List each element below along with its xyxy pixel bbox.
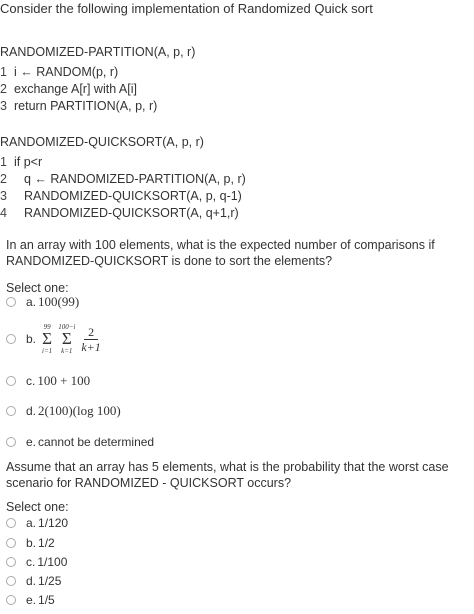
option-letter: d. (26, 404, 37, 418)
code-text: q ← RANDOMIZED-PARTITION(A, p, r) (24, 172, 246, 186)
option-text: 1/25 (38, 574, 62, 588)
q2-option-b[interactable] (6, 536, 55, 550)
sum-upper: 100−i (58, 323, 76, 331)
select-label: Select one: (6, 281, 69, 295)
radio-button[interactable] (6, 557, 16, 567)
option-letter: c. (26, 555, 36, 569)
option-text: 1/5 (38, 593, 55, 607)
quicksort-header: RANDOMIZED-QUICKSORT(A, p, r) (0, 135, 204, 149)
option-letter: b. (26, 536, 37, 550)
question-2-text: Assume that an array has 5 elements, what is the probability that the worst case scenario for RANDOMIZED - QUICKSORT occurs? (6, 460, 449, 490)
radio-button[interactable] (6, 595, 16, 605)
q1-option-b[interactable] (6, 323, 101, 355)
q2-option-d[interactable] (6, 574, 61, 588)
option-letter: b. (26, 332, 37, 346)
radio-button[interactable] (6, 518, 16, 528)
sigma-icon: Σ (42, 329, 53, 348)
code-text: i ← RANDOM(p, r) (14, 65, 119, 79)
radio-button[interactable] (6, 376, 16, 386)
line-number: 2 (0, 82, 7, 96)
line-number: 3 (0, 99, 7, 113)
option-text: 1/100 (37, 555, 68, 569)
q2-option-a[interactable] (6, 516, 68, 530)
code-text: RANDOMIZED-QUICKSORT(A, p, q-1) (24, 189, 242, 203)
option-text: cannot be determined (38, 435, 155, 449)
option-letter: a. (26, 516, 37, 530)
fraction-numerator: 2 (84, 325, 98, 340)
radio-button[interactable] (6, 297, 16, 307)
option-letter: a. (26, 295, 37, 309)
q1-option-e[interactable] (6, 435, 154, 449)
select-label: Select one: (6, 500, 69, 514)
fraction (81, 325, 100, 354)
sum-lower: i=1 (42, 347, 53, 355)
radio-button[interactable] (6, 334, 16, 344)
inner-sum (58, 323, 75, 355)
partition-header: RANDOMIZED-PARTITION(A, p, r) (0, 45, 196, 59)
code-text: RANDOMIZED-QUICKSORT(A, q+1,r) (24, 206, 239, 220)
q1-option-d[interactable] (6, 403, 121, 419)
q2-option-e[interactable] (6, 593, 55, 607)
sigma-icon: Σ (61, 329, 72, 348)
line-number: 3 (0, 189, 7, 203)
option-text: 1/2 (38, 536, 55, 550)
page-title: Consider the following implementation of Randomized Quick sort (0, 1, 373, 16)
line-number: 1 (0, 65, 7, 79)
fraction-denominator: k+1 (81, 339, 101, 354)
option-letter: d. (26, 574, 37, 588)
line-number: 4 (0, 206, 7, 220)
line-number: 1 (0, 155, 7, 169)
option-text: 1/120 (38, 516, 69, 530)
radio-button[interactable] (6, 576, 16, 586)
code-text: exchange A[r] with A[i] (14, 82, 137, 96)
sum-lower: k=1 (61, 347, 73, 355)
option-letter: e. (26, 593, 37, 607)
sum-upper: 99 (43, 323, 51, 331)
radio-button[interactable] (6, 437, 16, 447)
outer-sum (42, 323, 52, 355)
line-number: 2 (0, 172, 7, 186)
summation-formula (42, 323, 101, 355)
q2-option-c[interactable] (6, 555, 67, 569)
option-letter: e. (26, 435, 37, 449)
q1-option-a[interactable] (6, 294, 79, 310)
option-text: 100 + 100 (37, 373, 91, 388)
radio-button[interactable] (6, 406, 16, 416)
code-text: if p<r (14, 155, 43, 169)
option-text: 100(99) (38, 294, 80, 309)
option-letter: c. (26, 374, 36, 388)
code-text: return PARTITION(A, p, r) (14, 99, 158, 113)
question-1-text: In an array with 100 elements, what is the expected number of comparisons if RANDOMIZED-QUICKSORT is done to sort the elements? (6, 238, 435, 268)
q1-option-c[interactable] (6, 373, 90, 389)
option-text: 2(100)(log 100) (38, 403, 121, 418)
radio-button[interactable] (6, 538, 16, 548)
